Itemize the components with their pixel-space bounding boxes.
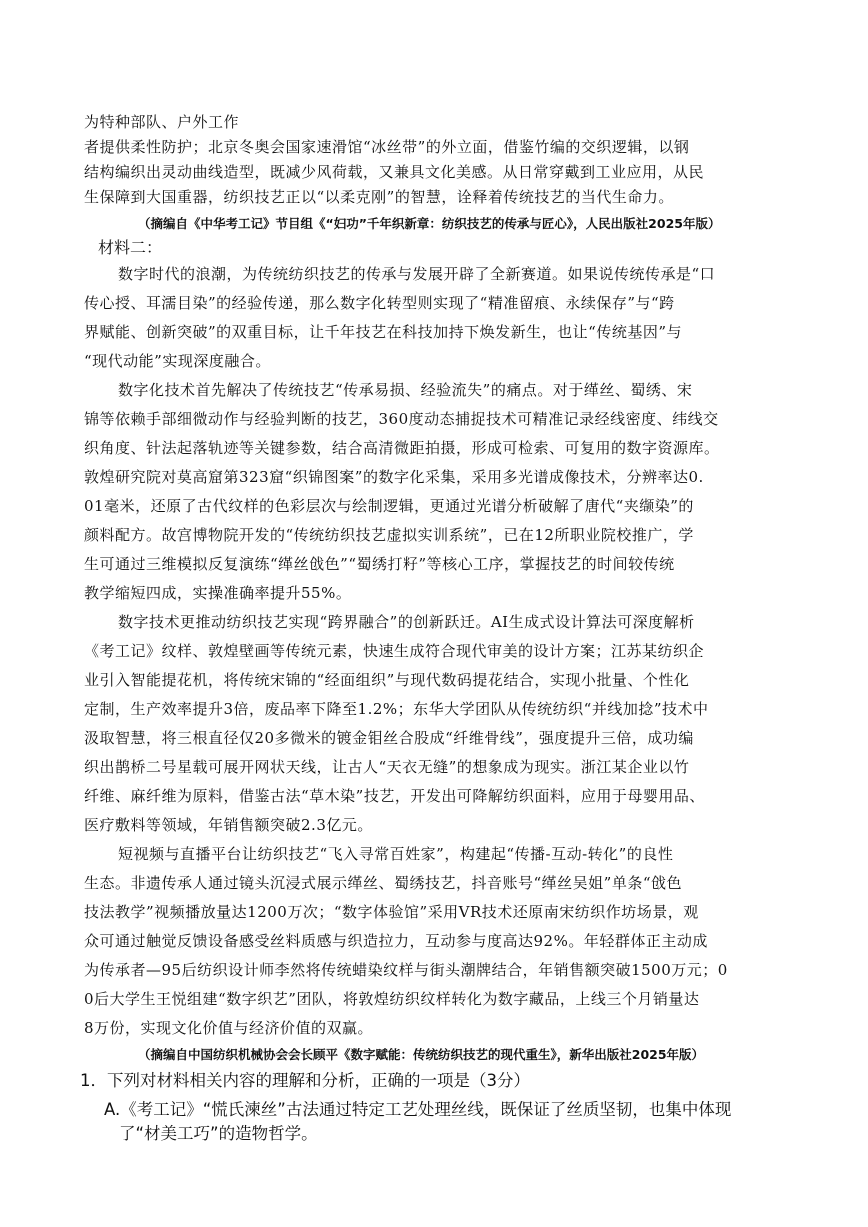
text-line: 业引入智能提花机，将传统宋锦的“经面组织”与现代数码提花结合，实现小批量、个性化 [84,671,690,689]
text-line: 界赋能、创新突破”的双重目标，让千年技艺在科技加持下焕发新生，也让“传统基因”与 [84,323,683,341]
text-line: 敦煌研究院对莫高窟第323窟“织锦图案”的数字化采集，采用多光谱成像技术，分辨率达0. [84,468,704,486]
text-line: 传心授、耳濡目染”的经验传递，那么数字化转型则实现了“精准留痕、永续保存”与“跨 [84,294,675,312]
text-line: 生可通过三维模拟反复演练“缂丝戗色”“蜀绣打籽”等核心工序，掌握技艺的时间较传统 [84,555,675,573]
section-heading: 材料二： [98,238,163,257]
option-a-continued: 了“材美工巧”的造物哲学。 [119,1124,318,1143]
text-line: 纤维、麻纤维为原料，借鉴古法“草木染”技艺，开发出可降解纺织面料，应用于母婴用品、 [84,787,705,805]
text-line: 0后大学生王悦组建“数字织艺”团队，将敦煌纺织纹样转化为数字藏品，上线三个月销量达 [84,990,700,1008]
source-citation: （摘编自《中华考工记》节目组《“妇功”千年织新章：纺织技艺的传承与匠心》，人民出版社2025年版） [138,216,721,231]
text-line: 生保障到大国重器，纺织技艺正以“以柔克刚”的智慧，诠释着传统技艺的当代生命力。 [84,188,674,206]
text-line: 数字时代的浪潮，为传统纺织技艺的传承与发展开辟了全新赛道。如果说传统传承是“口 [118,265,716,283]
text-line: 医疗敷料等领域，年销售额突破2.3亿元。 [84,816,373,834]
text-line: 织角度、针法起落轨迹等关键参数，结合高清微距拍摄，形成可检索、可复用的数字资源库。 [84,439,720,457]
text-line: 《考工记》纹样、敦煌壁画等传统元素，快速生成符合现代审美的设计方案；江苏某纺织企 [84,642,705,660]
text-line: 数字技术更推动纺织技艺实现“跨界融合”的创新跃迁。AI生成式设计算法可深度解析 [118,613,695,631]
text-line: 结构编织出灵动曲线造型，既减少风荷载，又兼具文化美感。从日常穿戴到工业应用，从民 [84,163,705,181]
text-line: 技法教学”视频播放量达1200万次；“数字体验馆”采用VR技术还原南宋纺织作坊场景，观 [84,903,699,921]
text-line: 者提供柔性防护；北京冬奥会国家速滑馆“冰丝带”的外立面，借鉴竹编的交织逻辑，以钢 [84,138,690,156]
text-line: “现代动能”实现深度融合。 [84,352,271,370]
source-citation: （摘编自中国纺织机械协会会长顾平《数字赋能：传统纺织技艺的现代重生》，新华出版社2025年版） [138,1047,705,1062]
text-line: 8万份，实现文化价值与经济价值的双赢。 [84,1019,374,1037]
text-line: 众可通过触觉反馈设备感受丝料质感与织造拉力，互动参与度高达92%。年轻群体正主动成 [84,932,708,950]
text-line: 数字化技术首先解决了传统技艺“传承易损、经验流失”的痛点。对于缂丝、蜀绣、宋 [118,381,693,399]
text-line: 01毫米，还原了古代纹样的色彩层次与绘制逻辑，更通过光谱分析破解了唐代“夹缬染”的 [84,497,694,515]
text-line: 短视频与直播平台让纺织技艺“飞入寻常百姓家”，构建起“传播-互动-转化”的良性 [118,845,674,863]
text-line: 织出鹊桥二号星载可展开网状天线，让古人“天衣无缝”的想象成为现实。浙江某企业以竹 [84,758,690,776]
text-line: 定制，生产效率提升3倍，废品率下降至1.2%；东华大学团队从传统纺织“并线加捻”技术中 [84,700,709,718]
text-line: 为特种部队、户外工作 [84,113,240,131]
text-line: 颜料配方。故宫博物院开发的“传统纺织技艺虚拟实训系统”，已在12所职业院校推广，学 [84,526,694,544]
text-line: 锦等依赖手部细微动作与经验判断的技艺，360度动态捕捉技术可精准记录经线密度、纬线交 [84,410,719,428]
text-line: 教学缩短四成，实操准确率提升55%。 [84,584,352,602]
option-a: A.《考工记》“慌氏湅丝”古法通过特定工艺处理丝线，既保证了丝质坚韧，也集中体现 [104,1100,732,1119]
text-line: 汲取智慧，将三根直径仅20多微米的镀金钼丝合股成“纤维骨线”，强度提升三倍，成功编 [84,729,694,747]
question-stem: 1．下列对材料相关内容的理解和分析，正确的一项是（3分） [80,1071,530,1090]
text-line: 生态。非遗传承人通过镜头沉浸式展示缂丝、蜀绣技艺，抖音账号“缂丝吴姐”单条“戗色 [84,874,683,892]
text-line: 为传承者—95后纺织设计师李然将传统蜡染纹样与街头潮牌结合，年销售额突破1500万元；0 [84,961,728,979]
